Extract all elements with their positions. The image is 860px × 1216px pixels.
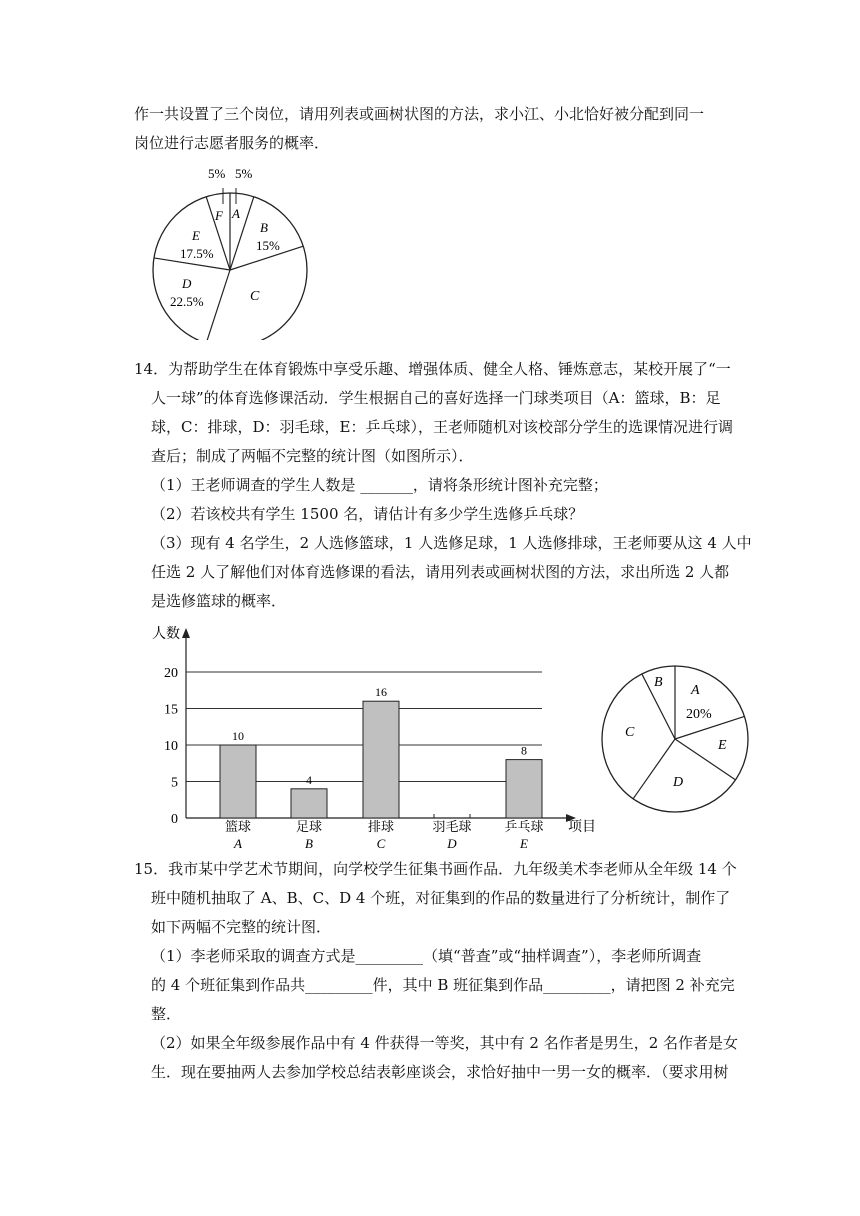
text-line: 人一球”的体育选修课活动．学生根据自己的喜好选择一门球类项目（A：篮球，B：足 [151,389,721,407]
x-category-label: 排球 [367,819,395,834]
y-axis-label: 人数 [152,627,180,642]
pie1-letter-F: F [215,208,223,223]
sub-question-1-line: 的 4 个班征集到作品共_________件，其中 B 班征集到作品_________，请把图 2 补充完 [151,976,735,994]
pie1-letter-E: E [192,228,200,243]
question-15 [134,855,737,884]
question-14 [134,355,734,384]
bar-B [291,789,327,818]
text-line: 查后；制成了两幅不完整的统计图（如图所示）． [151,447,474,465]
sub-question-2-line: （2）如果全年级参展作品中有 4 件获得一等奖，其中有 2 名作者是男生，2 名作者是女 [151,1034,739,1052]
x-category-letter: A [234,836,242,851]
bar-E [506,760,542,818]
question-15-body [151,884,739,1087]
x-category-letter: B [305,836,313,851]
bar-value-label: 10 [232,729,244,743]
pie2-percent-A: 20% [686,707,712,722]
y-tick-label: 10 [164,739,178,754]
pie1-letter-C: C [250,289,260,304]
pie2-letter-D: D [673,775,684,790]
sub-question-2-line: 生．现在要抽两人去参加学校总结表彰座谈会，求恰好抽中一男一女的概率．（要求用树 [151,1063,729,1081]
text-line: 为帮助学生在体育锻炼中享受乐趣、增强体质、健全人格、锤炼意志，某校开展了“一 [168,360,731,378]
x-axis-label: 项目 [568,820,596,835]
x-category-label: 乒乓球 [504,819,544,834]
sub-question-2: （2）若该校共有学生 1500 名，请估计有多少学生选修乒乓球？ [151,505,584,523]
pie1-percent-A: 5% [235,166,253,181]
y-tick-label: 15 [164,702,178,718]
question-number: 15． [134,860,169,878]
sub-question-1-line: 整． [151,1005,182,1023]
bar-A [220,745,256,818]
text-line: 我市某中学艺术节期间，向学校学生征集书画作品．九年级美术李老师从全年级 14 个 [168,860,737,878]
y-axis-arrow [182,628,190,638]
y-tick-label: 5 [171,775,178,791]
question-number: 14． [134,360,169,378]
bar-chart [140,620,610,855]
pie1-letter-D: D [182,276,192,291]
text-line: 班中随机抽取了 A、B、C、D 4 个班，对征集到的作品的数量进行了分析统计，制作了 [151,889,731,907]
pie2-letter-B: B [654,675,663,690]
pie2-letter-E: E [718,738,727,753]
pie1-slice-boundary [206,270,230,340]
sub-question-1-line: （1）李老师采取的调查方式是_________（填“普查”或“抽样调查”），李老师所调查 [151,947,702,965]
pie1-letter-A: A [232,206,240,221]
top-paragraph [134,100,734,158]
bar-value-label: 4 [306,772,312,787]
pie-chart-2 [598,660,758,820]
text-line: 球，C：排球，D：羽毛球，E：乒乓球），王老师随机对该校部分学生的选课情况进行调 [151,418,733,436]
sub-question-3-line: （3）现有 4 名学生，2 人选修篮球，1 人选修足球，1 人选修排球，王老师要从这 4 人中 [151,534,752,552]
pie1-percent-E: 17.5% [180,246,214,261]
x-category-label: 羽毛球 [432,819,472,834]
bar-C [363,701,399,818]
pie2-letter-A: A [691,683,700,698]
pie1-letter-B: B [260,220,268,235]
pie1-percent-B: 15% [256,238,280,253]
x-category-letter: E [520,836,528,851]
text-line: 如下两幅不完整的统计图． [151,918,332,936]
pie2-slice-boundary [633,739,675,799]
x-category-letter: C [376,836,386,851]
sub-question-1: （1）王老师调查的学生人数是 _______，请将条形统计图补充完整； [151,476,608,494]
bar-value-label: 16 [375,685,387,700]
bar-value-label: 8 [521,743,527,758]
text-line: 岗位进行志愿者服务的概率． [134,134,330,152]
question-14-body [151,384,752,616]
y-tick-label: 20 [164,666,178,681]
pie1-percent-F: 5% [208,166,226,181]
x-category-letter: D [447,836,457,851]
sub-question-3-line: 任选 2 人了解他们对体育选修课的看法，请用列表或画树状图的方法，求出所选 2 人都 [151,563,730,581]
sub-question-3-line: 是选修篮球的概率． [151,592,287,610]
x-category-label: 足球 [295,819,323,834]
pie-chart-1 [148,160,308,340]
pie1-percent-D: 22.5% [170,294,204,309]
text-line: 作一共设置了三个岗位，请用列表或画树状图的方法，求小江、小北恰好被分配到同一 [134,105,705,123]
pie2-letter-C: C [625,725,635,740]
y-tick-label: 0 [171,812,178,827]
x-category-label: 篮球 [224,819,252,834]
